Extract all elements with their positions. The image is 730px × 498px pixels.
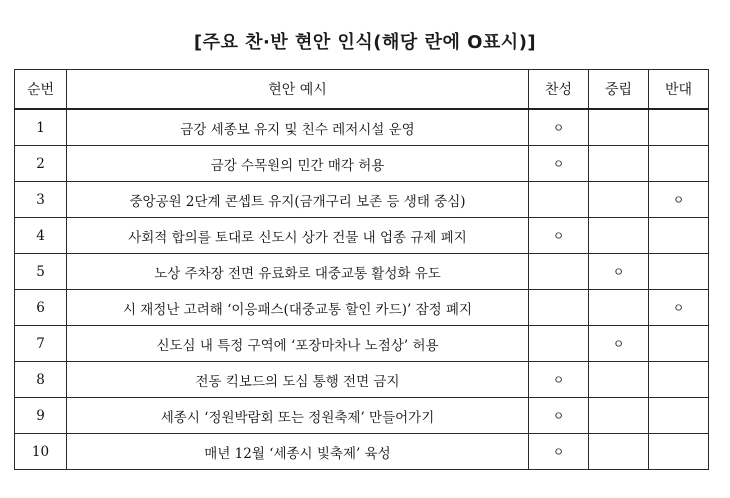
header-neutral: 중립: [589, 70, 649, 110]
agree-cell[interactable]: [529, 290, 589, 326]
row-number: 3: [15, 182, 67, 218]
oppose-cell[interactable]: [649, 290, 709, 326]
oppose-cell[interactable]: [649, 362, 709, 398]
row-number: 10: [15, 434, 67, 470]
table-row: [15, 146, 709, 182]
agree-cell[interactable]: [529, 434, 589, 470]
row-example: 신도심 내 특정 구역에 ‘포장마차나 노점상’ 허용: [67, 326, 529, 362]
neutral-cell[interactable]: [589, 362, 649, 398]
agree-mark: ㅇ: [552, 229, 565, 243]
neutral-mark: ㅇ: [612, 265, 625, 279]
agree-cell[interactable]: [529, 182, 589, 218]
table-row: [15, 434, 709, 470]
row-example: 전동 킥보드의 도심 통행 전면 금지: [67, 362, 529, 398]
page-title: [주요 찬·반 현안 인식(해당 란에 O표시)]: [193, 32, 537, 53]
table-row: [15, 326, 709, 362]
header-no: 순번: [15, 70, 67, 110]
header-example: 현안 예시: [67, 70, 529, 110]
oppose-cell[interactable]: [649, 146, 709, 182]
agree-mark: ㅇ: [552, 409, 565, 423]
agree-cell[interactable]: [529, 398, 589, 434]
row-number: 1: [15, 109, 67, 146]
neutral-cell[interactable]: [589, 326, 649, 362]
agree-cell[interactable]: [529, 254, 589, 290]
oppose-mark: ㅇ: [672, 301, 685, 315]
neutral-cell[interactable]: [589, 254, 649, 290]
oppose-mark: ㅇ: [672, 193, 685, 207]
agree-mark: ㅇ: [552, 445, 565, 459]
row-example: 매년 12월 ‘세종시 빛축제’ 육성: [67, 434, 529, 470]
agree-mark: ㅇ: [552, 373, 565, 387]
opinion-table: [14, 69, 709, 470]
neutral-cell[interactable]: [589, 398, 649, 434]
header-agree: 찬성: [529, 70, 589, 110]
oppose-cell[interactable]: [649, 398, 709, 434]
table-row: [15, 254, 709, 290]
oppose-cell[interactable]: [649, 182, 709, 218]
neutral-cell[interactable]: [589, 182, 649, 218]
row-number: 6: [15, 290, 67, 326]
neutral-cell[interactable]: [589, 434, 649, 470]
table-row: [15, 218, 709, 254]
row-number: 5: [15, 254, 67, 290]
header-oppose: 반대: [649, 70, 709, 110]
row-example: 세종시 ‘정원박람회 또는 정원축제’ 만들어가기: [67, 398, 529, 434]
oppose-cell[interactable]: [649, 434, 709, 470]
row-number: 9: [15, 398, 67, 434]
row-example: 중앙공원 2단계 콘셉트 유지(금개구리 보존 등 생태 중심): [67, 182, 529, 218]
row-example: 시 재정난 고려해 ‘이응패스(대중교통 할인 카드)’ 잠정 폐지: [67, 290, 529, 326]
agree-mark: ㅇ: [552, 157, 565, 171]
table-row: [15, 182, 709, 218]
agree-cell[interactable]: [529, 218, 589, 254]
table-row: [15, 362, 709, 398]
row-number: 2: [15, 146, 67, 182]
row-example: 사회적 합의를 토대로 신도시 상가 건물 내 업종 규제 폐지: [67, 218, 529, 254]
row-example: 금강 수목원의 민간 매각 허용: [67, 146, 529, 182]
oppose-cell[interactable]: [649, 326, 709, 362]
row-example: 노상 주차장 전면 유료화로 대중교통 활성화 유도: [67, 254, 529, 290]
agree-cell[interactable]: [529, 146, 589, 182]
row-number: 7: [15, 326, 67, 362]
agree-cell[interactable]: [529, 362, 589, 398]
table-row: [15, 398, 709, 434]
oppose-cell[interactable]: [649, 218, 709, 254]
agree-cell[interactable]: [529, 109, 589, 146]
agree-cell[interactable]: [529, 326, 589, 362]
table-row: [15, 290, 709, 326]
row-number: 8: [15, 362, 67, 398]
neutral-cell[interactable]: [589, 109, 649, 146]
neutral-cell[interactable]: [589, 290, 649, 326]
neutral-mark: ㅇ: [612, 337, 625, 351]
table-header-row: [15, 70, 709, 110]
neutral-cell[interactable]: [589, 146, 649, 182]
neutral-cell[interactable]: [589, 218, 649, 254]
oppose-cell[interactable]: [649, 254, 709, 290]
oppose-cell[interactable]: [649, 109, 709, 146]
row-example: 금강 세종보 유지 및 친수 레저시설 운영: [67, 109, 529, 146]
agree-mark: ㅇ: [552, 121, 565, 135]
table-row: [15, 109, 709, 146]
row-number: 4: [15, 218, 67, 254]
